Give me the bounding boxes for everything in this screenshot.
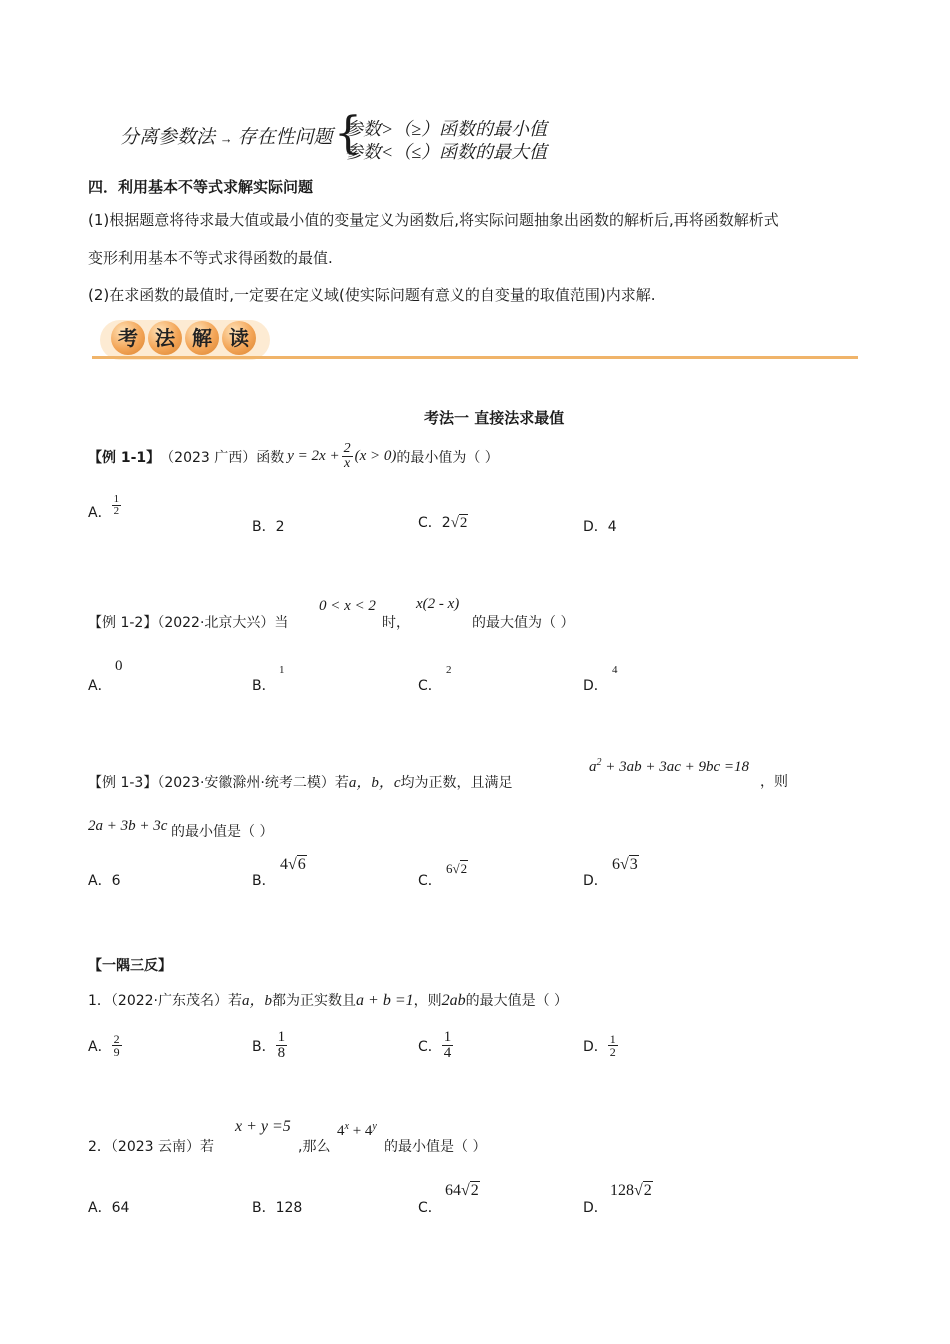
example-question: 的最大值为（ ） (472, 615, 575, 631)
example-source: （2023 广西）函数 (160, 449, 285, 466)
function-expr: y = 2x + (287, 448, 340, 464)
banner-char-3: 解 (185, 321, 219, 355)
paragraph-1a: (1)根据题意将待求最大值或最小值的变量定义为函数后,将实际问题抽象出函数的解析后,再将函数解析式 (88, 211, 779, 229)
example-question: 的最小值是（ ） (171, 824, 274, 840)
example-1-2-tag: 【例 1-2】（2022·北京大兴）当 (88, 615, 289, 631)
option-a: A． $\frac{2}{9}$ (88, 1032, 120, 1059)
condition-expr: x + y =5 (235, 1118, 291, 1135)
formula-middle: 存在性问题 (237, 127, 333, 148)
option-b-value: 4√6 (280, 856, 306, 873)
option-c-value: 6√2 (446, 861, 468, 876)
power-expr: $4^x + 4^y$ (337, 1121, 377, 1139)
option-d: D． (583, 1200, 608, 1216)
option-d-value: 6√3 (612, 856, 638, 873)
paragraph-2: (2)在求函数的最值时,一定要在定义域(使实际问题有意义的自变量的取值范围)内求解. (88, 286, 656, 304)
product-expr: x(2 - x) (416, 596, 460, 612)
banner-char-4: 读 (222, 321, 256, 355)
option-d: D． (583, 678, 608, 694)
left-brace-icon: { (334, 108, 362, 159)
option-c: C． (418, 678, 442, 694)
practice-header: 【一隅三反】 (88, 958, 172, 974)
question-question: 的最小值是（ ） (384, 1139, 487, 1155)
option-d: D． (583, 873, 608, 889)
paragraph-1b: 变形利用基本不等式求得函数的最值. (88, 249, 333, 267)
section-heading: 四．利用基本不等式求解实际问题 (88, 178, 314, 196)
option-d: D．4 (583, 519, 617, 535)
option-c-value: 64√2 (445, 1182, 479, 1199)
formula-line-1: 参数>（≥）函数的最小值 (345, 119, 548, 139)
example-text: 时， (382, 615, 410, 631)
target-expr: 2a + 3b + 3c (88, 818, 168, 834)
option-b-value: 1 (279, 664, 285, 676)
option-a: A．64 (88, 1200, 130, 1216)
option-b: B．2 (252, 519, 285, 535)
banner-divider (92, 356, 858, 359)
option-c: C． (418, 1200, 442, 1216)
option-a-value: 0 (115, 658, 123, 674)
example-1-3-stem: 【例 1-3】（2023·安徽滁州·统考二模）若a，b，c均为正数，且满足 (88, 775, 513, 791)
banner-char-2: 法 (148, 321, 182, 355)
option-c: C．2√2 (418, 515, 468, 531)
example-text: ，则 (760, 774, 788, 790)
formula-separation-method (120, 122, 333, 149)
option-b: B． (252, 678, 276, 694)
question-1-stem: 1．（2022·广东茂名）若 a，b 都为正实数且 a + b =1 ，则 2ab 的最大值是（ ） (88, 992, 569, 1009)
formula-line-2: 参数<（≤）函数的最大值 (345, 142, 548, 162)
arrow-icon: → (219, 131, 233, 146)
option-c: C． $\frac{1}{4}$ (418, 1029, 452, 1061)
domain-condition: (x > 0) (354, 448, 397, 464)
option-d-value: 128√2 (610, 1182, 652, 1199)
option-d: D． $\frac{1}{2}$ (583, 1032, 616, 1059)
option-b: B． $\frac{1}{8}$ (252, 1029, 286, 1061)
option-a: A．6 (88, 873, 121, 889)
question-text: ,那么 (298, 1139, 331, 1155)
banner-char-1: 考 (111, 321, 145, 355)
option-d-value: 4 (612, 664, 618, 676)
condition-expr: 0 < x < 2 (319, 598, 376, 614)
option-a: A． (88, 678, 112, 694)
example-tag: 【例 1-1】 (88, 449, 161, 466)
example-1-1-stem (88, 442, 499, 471)
method-title: 考法一 直接法求最值 (424, 409, 565, 427)
option-a: A． $\frac{1}{2}$ (88, 492, 120, 521)
fraction: $\frac{2}{x}$ (343, 441, 351, 471)
option-b: B． (252, 873, 276, 889)
question-2-source: 2．（2023 云南）若 (88, 1139, 214, 1155)
constraint-expr: $a^2 + 3ab + 3ac + 9bc =18$ (589, 757, 750, 775)
formula-left: 分离参数法 (120, 127, 216, 148)
option-b: B．128 (252, 1200, 303, 1216)
example-question: 的最小值为（ ） (396, 449, 499, 466)
option-c-value: 2 (446, 664, 452, 676)
option-c: C． (418, 873, 442, 889)
